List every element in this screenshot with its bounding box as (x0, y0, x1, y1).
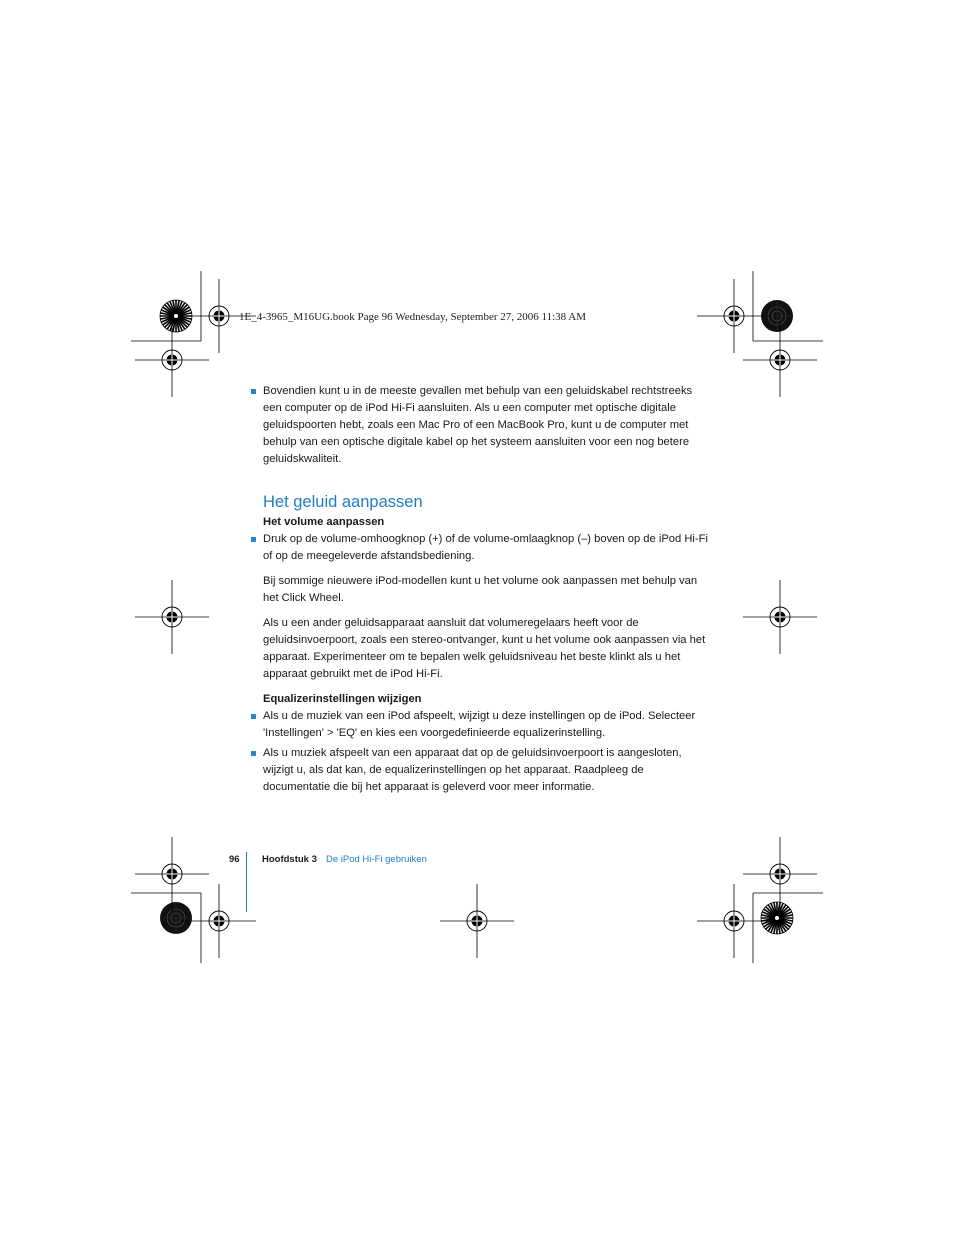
footer-divider (246, 852, 247, 912)
bullet-marker (251, 751, 256, 756)
eq-bullet-1-text: Als u de muziek van een iPod afspeelt, wijzigt u deze instellingen op de iPod. Selecteer 'Instellingen' > 'EQ' en kies een voorgedefinieerde equalizerinstelling. (263, 710, 696, 739)
section-title: Het geluid aanpassen (263, 493, 423, 511)
subheading-volume: Het volume aanpassen (263, 516, 385, 528)
list-item-eq-ipod (263, 708, 708, 742)
list-item-volume (263, 531, 708, 565)
intro-bullet-text: Bovendien kunt u in de meeste gevallen met behulp van een geluidskabel rechtstreeks een computer op de iPod Hi-Fi aansluiten. Als u een computer met optische digitale geluidspoorten hebt, zoals een Mac Pro of een MacBook Pro, kunt u de computer met behulp van een optische digitale kabel op het systeem aansluiten voor een nog betere geluidskwaliteit. (263, 385, 693, 465)
bullet-marker (251, 714, 256, 719)
paragraph-click-wheel: Bij sommige nieuwere iPod-modellen kunt u het volume ook aanpassen met behulp van het Click Wheel. (263, 575, 698, 604)
paragraph-other-device: Als u een ander geluidsapparaat aansluit dat volumeregelaars heeft voor de geluidsinvoerpoort, zoals een stereo-ontvanger, kunt u het volume ook aanpassen via het apparaat. Experimenteer om te bepalen welk geluidsniveau het beste klinkt als u het apparaat gebruikt met de iPod Hi-Fi. (263, 617, 706, 680)
list-item-eq-device (263, 745, 708, 796)
page-number: 96 (229, 854, 240, 865)
footer-chapter: Hoofdstuk 3 (262, 854, 317, 865)
footer-chapter-title: De iPod Hi-Fi gebruiken (326, 854, 427, 865)
volume-bullet-text: Druk op de volume-omhoogknop (+) of de volume-omlaagknop (–) boven op de iPod Hi-Fi of op de meegeleverde afstandsbediening. (263, 533, 708, 562)
bullet-marker (251, 389, 256, 394)
subheading-equalizer: Equalizerinstellingen wijzigen (263, 693, 422, 705)
list-item-intro (263, 383, 708, 468)
bullet-marker (251, 537, 256, 542)
eq-bullet-2-text: Als u muziek afspeelt van een apparaat dat op de geluidsinvoerpoort is aangesloten, wijzigt u, als dat kan, de equalizerinstellingen op het apparaat. Raadpleeg de documentatie die bij het apparaat is geleverd voor meer informatie. (263, 747, 682, 793)
print-slug: 1E_4-3965_M16UG.book Page 96 Wednesday, September 27, 2006 11:38 AM (239, 311, 587, 323)
